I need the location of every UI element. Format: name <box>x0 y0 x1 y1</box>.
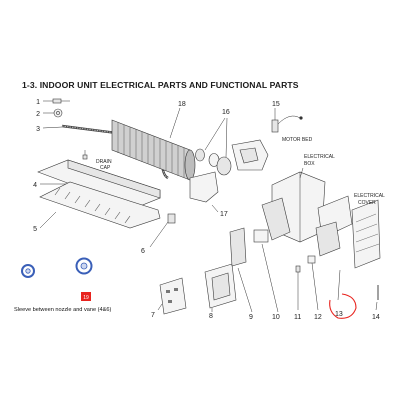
part-number-16: 16 <box>222 109 230 116</box>
part-10-relay <box>254 230 278 312</box>
caption-electrical-cover-line1: ELECTRICAL <box>354 193 385 199</box>
caption-electrical-box-line2: BOX <box>304 161 315 167</box>
sleeve-note: Sleeve between nozzle and vane (4&6) <box>14 307 112 313</box>
part-19-sleeve-left <box>22 265 34 277</box>
part-number-14: 14 <box>372 314 380 321</box>
part-number-5: 5 <box>33 226 37 233</box>
part-number-13: 13 <box>335 311 343 318</box>
part-number-4: 4 <box>33 182 37 189</box>
caption-drain-cap-line2: CAP <box>100 165 111 171</box>
caption-electrical-box-line1: ELECTRICAL <box>304 154 335 160</box>
part-number-9: 9 <box>249 314 253 321</box>
part-18-crossflow-fan <box>112 108 195 180</box>
part-number-18: 18 <box>178 101 186 108</box>
part-number-17: 17 <box>220 211 228 218</box>
drain-cap <box>83 150 87 159</box>
caption-electrical-cover-line2: COVER <box>358 200 376 206</box>
part-number-8: 8 <box>209 313 213 320</box>
part-7-pcb <box>158 278 186 314</box>
part-13-terminal-block <box>316 196 352 300</box>
part-number-11: 11 <box>294 314 302 321</box>
part-number-15: 15 <box>272 101 280 108</box>
part-14-electrical-cover <box>352 200 380 310</box>
part-2-nut <box>43 109 62 117</box>
page-title: 1-3. INDOOR UNIT ELECTRICAL PARTS AND FUNCTIONAL PARTS <box>22 80 299 90</box>
part-number-2: 2 <box>36 111 40 118</box>
part-12-connector <box>308 256 318 310</box>
part-number-10: 10 <box>272 314 280 321</box>
part-number-12: 12 <box>314 314 322 321</box>
part-number-1: 1 <box>36 99 40 106</box>
part-1-screw <box>43 99 70 103</box>
part-number-6: 6 <box>141 248 145 255</box>
part-11-fuse <box>296 266 300 310</box>
annotation-circle-13 <box>330 294 356 318</box>
part-8-control-board <box>205 264 236 312</box>
part-16-bearing <box>196 118 232 175</box>
part-number-19: 19 <box>83 295 89 301</box>
caption-drain-cap-line1: DRAIN <box>96 159 112 165</box>
part-19-sleeve-right <box>77 259 92 274</box>
caption-motor-bed: MOTOR BED <box>282 137 313 143</box>
electrical-box <box>262 168 325 242</box>
fan-motor <box>232 140 268 170</box>
part-17-motor-bracket <box>190 172 218 212</box>
part-15-thermistor <box>272 108 303 132</box>
part-number-7: 7 <box>151 312 155 319</box>
part-number-3: 3 <box>36 126 40 133</box>
